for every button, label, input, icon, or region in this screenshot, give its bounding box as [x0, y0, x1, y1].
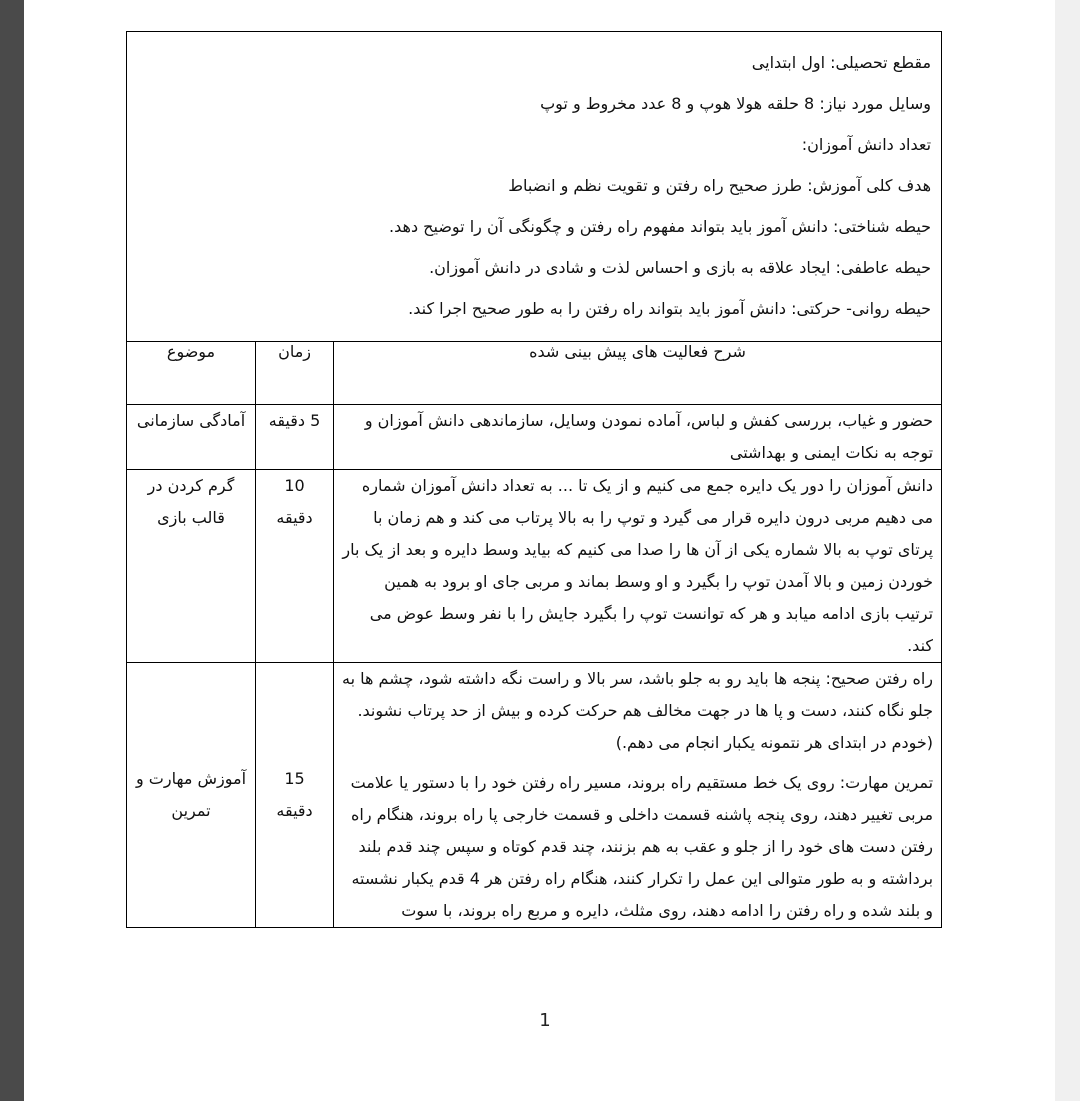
- activity-description: راه رفتن صحیح: پنجه ها باید رو به جلو باشد، سر بالا و راست نگه داشته شود، چشم ها به جلو نگاه کنند، دست و پا ها در جهت مخالف هم حرکت کرده و بیش از حد پرتاب نشوند. (خودم در ابتدای هر نتمونه یکبار انجام می دهم.): [342, 669, 934, 752]
- cognitive-domain-line: حیطه شناختی: دانش آموز باید بتواند مفهوم راه رفتن و چگونگی آن را توضیح دهد.: [389, 217, 932, 236]
- table-header-row: [127, 342, 942, 405]
- column-header-time: زمان: [256, 342, 334, 405]
- column-header-topic: موضوع: [127, 342, 256, 405]
- psychomotor-domain-line: حیطه روانی- حرکتی: دانش آموز باید بتواند راه رفتن را به طور صحیح اجرا کند.: [408, 299, 932, 318]
- activity-description: حضور و غیاب، بررسی کفش و لباس، آماده نمودن وسایل، سازماندهی دانش آموزان و توجه به نکات ایمنی و بهداشتی: [334, 405, 942, 470]
- activity-time: 15 دقیقه: [256, 663, 334, 928]
- lesson-plan-table: [126, 31, 942, 928]
- column-header-description: شرح فعالیت های پیش بینی شده: [334, 342, 942, 405]
- affective-domain-line: حیطه عاطفی: ایجاد علاقه به بازی و احساس لذت و شادی در دانش آموزان.: [429, 258, 932, 277]
- viewer-background: [1055, 0, 1080, 1101]
- grade-line: مقطع تحصیلی: اول ابتدایی: [751, 53, 932, 72]
- table-row: [127, 663, 942, 928]
- table-row: [127, 405, 942, 470]
- activity-topic: آمادگی سازمانی: [127, 405, 256, 470]
- equipment-line: وسایل مورد نیاز: 8 حلقه هولا هوپ و 8 عدد مخروط و توپ: [540, 94, 932, 113]
- info-row: [127, 32, 942, 342]
- lesson-info-cell: [127, 32, 942, 342]
- general-goal-line: هدف کلی آموزش: طرز صحیح راه رفتن و تقویت نظم و انضباط: [508, 176, 932, 195]
- activity-topic: آموزش مهارت و تمرین: [127, 663, 256, 928]
- activity-topic: گرم کردن در قالب بازی: [127, 470, 256, 663]
- activity-description-cell: [334, 663, 942, 928]
- activity-description: دانش آموزان را دور یک دایره جمع می کنیم و از یک تا ... به تعداد دانش آموزان شماره می دهیم مربی درون دایره قرار می گیرد و توپ را به بالا پرتاب می کند و هم زمان با پرتای توپ به بالا شماره یکی از آن ها را صدا می کنیم که بیاید وسط دایره و بعد از یک بار خوردن زمین و بالا آمدن توپ را بگیرد و او وسط بماند و مربی جای او برود به همین ترتیب بازی ادامه میابد و هر که توانست توپ را بگیرد جایش را با نفر وسط عوض می کند.: [334, 470, 942, 663]
- page-number: 1: [539, 1010, 551, 1031]
- activity-description-practice: تمرین مهارت: روی یک خط مستقیم راه بروند، مسیر راه رفتن خود را با دستور یا علامت مربی تغییر دهند، روی پنجه پاشنه قسمت داخلی و قسمت خارجی پا راه بروند، هنگام راه رفتن دست های خود را از جلو و عقب به هم بزنند، چند قدم کوتاه و سپس چند قدم بلند برداشته و به طور متوالی این عمل را تکرار کنند، هنگام راه رفتن هر 4 قدم یکبار نشسته و بلند شده و راه رفتن را ادامه دهند، روی مثلث، دایره و مربع راه بروند، با سوت: [350, 773, 934, 920]
- students-count-line: تعداد دانش آموزان:: [801, 135, 932, 154]
- activity-time: 5 دقیقه: [256, 405, 334, 470]
- activity-time: 10 دقیقه: [256, 470, 334, 663]
- table-row: [127, 470, 942, 663]
